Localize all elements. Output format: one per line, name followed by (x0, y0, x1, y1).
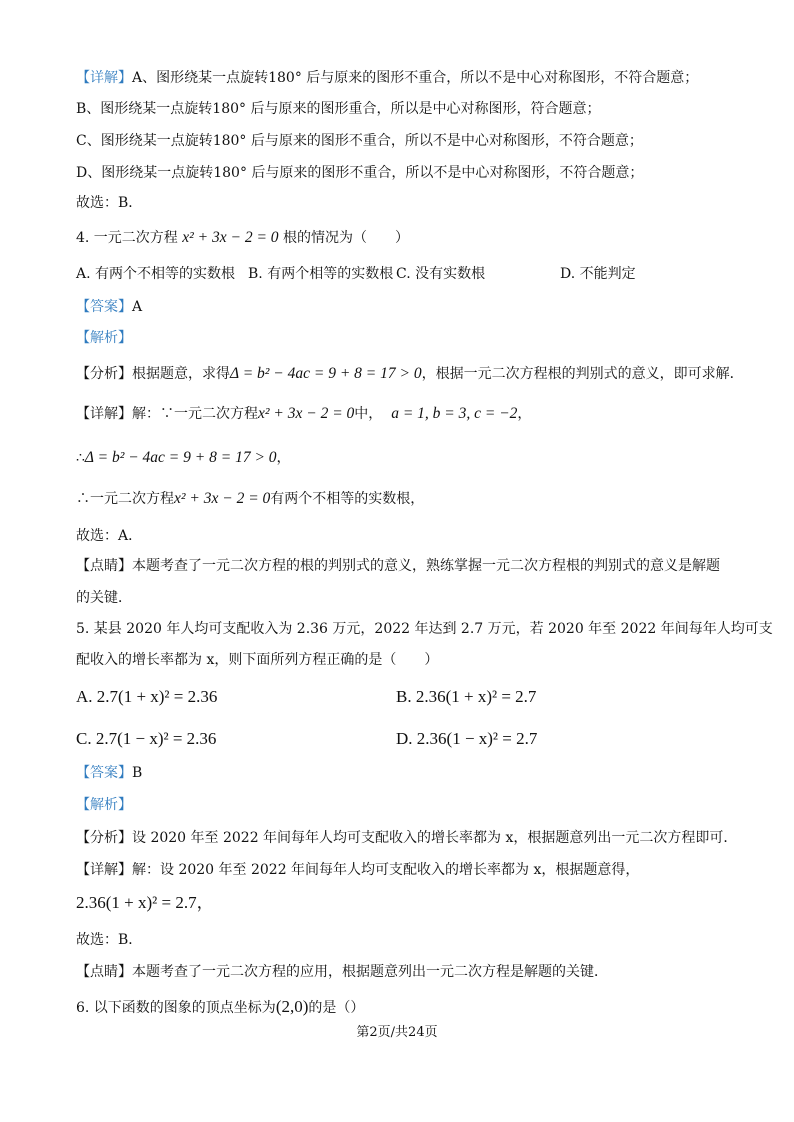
step3-text-b: 有两个不相等的实数根， (270, 491, 425, 507)
q4-xiangjie (76, 404, 531, 424)
q5-stem-line-1: 5. 某县 2020 年人均可支配收入为 2.36 万元，2022 年达到 2.7 万元，若 2020 年至 2022 年间每年人均可支 (76, 621, 773, 637)
explanation-option-b: B、图形绕某一点旋转180° 后与原来的图形重合，所以是中心对称图形，符合题意； (76, 101, 601, 117)
q5-choice: 故选：B． (76, 932, 143, 948)
xiangjie-equation: x² + 3x − 2 = 0 (258, 405, 355, 422)
xiangjie-tag: 【详解】 (76, 862, 132, 878)
xiangjie-text-b: 中， (354, 406, 383, 422)
dianjing-text: 本题考查了一元二次方程的应用，根据题意列出一元二次方程是解题的关键． (132, 964, 608, 980)
explanation-text: A、图形绕某一点旋转180° 后与原来的图形不重合，所以不是中心对称图形，不符合题意； (132, 70, 699, 86)
explanation-option-c: C、图形绕某一点旋转180° 后与原来的图形不重合，所以不是中心对称图形，不符合题意； (76, 133, 643, 149)
q5-dianjing (76, 962, 608, 982)
step2-math: Δ = b² − 4ac = 9 + 8 = 17 > 0 (84, 449, 277, 466)
q6-text-a: 6. 以下函数的图象的顶点坐标为 (76, 1000, 276, 1016)
q5-option-d: D. 2.36(1 − x)² = 2.7 (396, 729, 538, 748)
jiexi-tag: 【解析】 (76, 330, 132, 346)
step2-text: ， (276, 450, 291, 466)
choice-line: 故选：B． (76, 195, 143, 211)
q4-option-b: B. 有两个相等的实数根 (248, 266, 394, 282)
q5-xiangjie (76, 860, 639, 880)
q4-option-d: D. 不能判定 (560, 266, 636, 282)
xiangjie-tag: 【详解】 (76, 406, 132, 422)
step3-equation: x² + 3x − 2 = 0 (174, 490, 271, 507)
fenxi-text-a: 根据题意，求得 (132, 366, 230, 382)
q4-stem (76, 228, 409, 248)
xiangjie-coefficients: a = 1, b = 3, c = −2 (391, 405, 518, 422)
xiangjie-tag: 【详解】 (76, 70, 132, 86)
fenxi-text-b: ，根据一元二次方程根的判别式的意义，即可求解． (421, 366, 744, 382)
q5-option-a: A. 2.7(1 + x)² = 2.36 (76, 687, 218, 706)
q4-jiexi (76, 328, 132, 348)
xiangjie-text-c: ， (517, 406, 532, 422)
explanation-option-a (76, 68, 698, 88)
q5-fenxi (76, 828, 737, 848)
q4-option-a: A. 有两个不相等的实数根 (76, 266, 236, 282)
q5-option-b: B. 2.36(1 + x)² = 2.7 (396, 687, 537, 706)
q4-answer (76, 297, 142, 317)
q6-vertex: (2,0) (275, 997, 309, 1016)
page-footer: 第2页/共24页 (356, 1025, 438, 1040)
q4-dianjing-cont: 的关键． (76, 590, 132, 606)
q4-suffix: 根的情况为（ ） (283, 230, 410, 246)
explanation-option-d: D、图形绕某一点旋转180° 后与原来的图形不重合，所以不是中心对称图形，不符合题意； (76, 165, 644, 181)
jiexi-tag: 【解析】 (76, 797, 132, 813)
dianjing-tag: 【点睛】 (76, 964, 132, 980)
fenxi-tag: 【分析】 (76, 830, 132, 846)
dianjing-text: 本题考查了一元二次方程的根的判别式的意义，熟练掌握一元二次方程根的判别式的意义是解题 (132, 558, 720, 574)
q6-stem (76, 997, 364, 1018)
q5-equation-line: 2.36(1 + x)² = 2.7， (76, 893, 214, 912)
q6-text-b: 的是（） (308, 1000, 365, 1016)
q4-step-2 (76, 448, 291, 468)
q5-option-c: C. 2.7(1 − x)² = 2.36 (76, 729, 217, 748)
q4-equation: x² + 3x − 2 = 0 (182, 229, 279, 246)
fenxi-tag: 【分析】 (76, 366, 132, 382)
step3-text-a: ∴一元二次方程 (76, 491, 174, 507)
therefore-symbol: ∴ (76, 450, 85, 466)
answer-tag: 【答案】 (76, 299, 132, 315)
answer-tag: 【答案】 (76, 765, 132, 781)
q5-stem-line-2: 配收入的增长率都为 x，则下面所列方程正确的是（ ） (76, 652, 439, 668)
q4-option-c: C. 没有实数根 (396, 266, 486, 282)
xiangjie-text-a: 解：∵一元二次方程 (132, 406, 258, 422)
xiangjie-text: 解：设 2020 年至 2022 年间每年人均可支配收入的增长率都为 x，根据题意得， (132, 862, 640, 878)
q4-step-3 (76, 489, 424, 509)
fenxi-text: 设 2020 年至 2022 年间每年人均可支配收入的增长率都为 x，根据题意列出一元二次方程即可． (132, 830, 738, 846)
fenxi-math: Δ = b² − 4ac = 9 + 8 = 17 > 0 (230, 365, 422, 382)
q4-dianjing (76, 556, 720, 576)
dianjing-tag: 【点睛】 (76, 558, 132, 574)
answer-value: B (132, 765, 143, 781)
q4-choice: 故选：A． (76, 528, 143, 544)
q4-fenxi (76, 364, 744, 384)
q5-jiexi (76, 795, 132, 815)
answer-value: A (132, 299, 143, 315)
q4-number: 4. 一元二次方程 (76, 230, 178, 246)
q5-answer (76, 763, 142, 783)
